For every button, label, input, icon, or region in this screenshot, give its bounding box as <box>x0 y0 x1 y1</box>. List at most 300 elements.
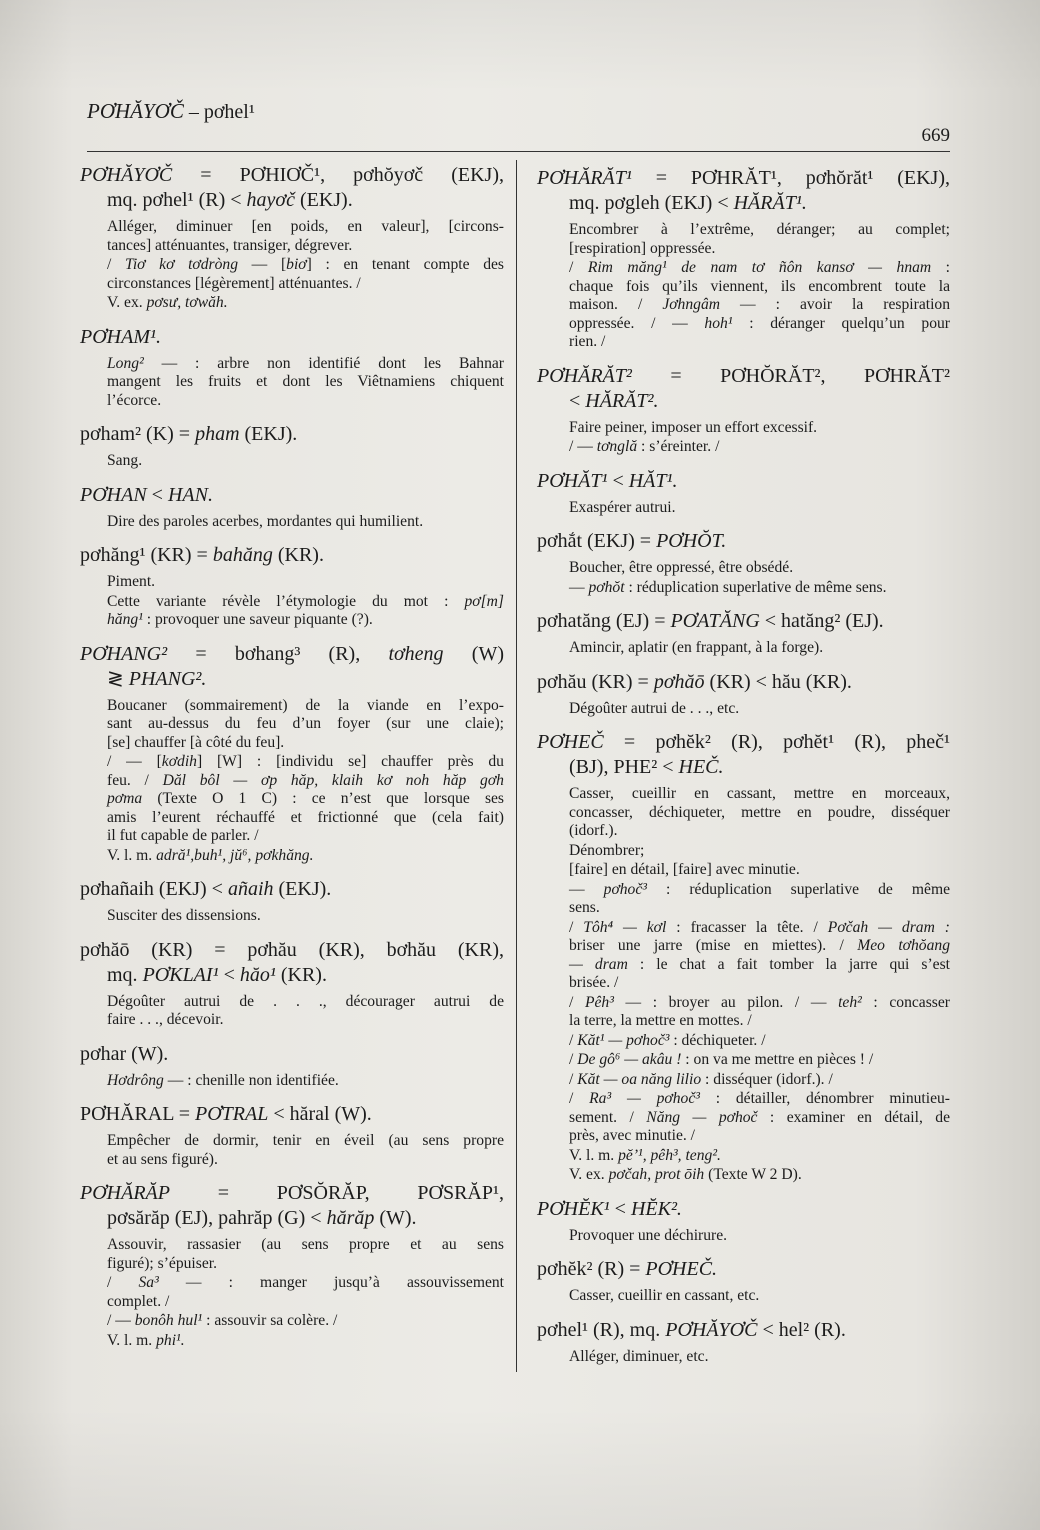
roman-text: sement. / <box>569 1108 647 1126</box>
page-number: 669 <box>921 125 950 146</box>
definition-line <box>80 294 504 313</box>
roman-text: : détailler, dénombrer minutieu- <box>699 1090 950 1107</box>
dictionary-entry <box>537 1257 950 1306</box>
roman-text: pơham² (K) = <box>80 423 196 445</box>
headword-line <box>537 1197 950 1222</box>
headword-line <box>537 730 950 755</box>
roman-text: = bơhang³ (R), <box>167 642 389 665</box>
italic-text: Ra³ — pơhoč³ <box>589 1090 700 1107</box>
italic-text: HĂRĂT¹. <box>733 192 807 214</box>
definition-paragraph <box>80 1236 504 1273</box>
headword <box>80 483 504 508</box>
italic-text: PƠHĂYƠČ <box>80 164 173 186</box>
definition-line <box>537 639 950 658</box>
definition-paragraph <box>80 452 504 471</box>
dictionary-entry <box>537 469 950 518</box>
italic-text: pơhăō <box>653 670 705 693</box>
definition-line <box>537 785 950 804</box>
roman-text: Exaspérer autrui. <box>569 498 676 516</box>
roman-text: chaque fois qu’ils viennent, ils encombrent toute la <box>569 277 950 295</box>
roman-text: < hel² (R). <box>757 1318 846 1341</box>
headword <box>537 166 950 216</box>
roman-text: : disséquer (idorf.). / <box>701 1070 833 1088</box>
definition-line <box>537 1127 950 1146</box>
headword <box>537 730 950 780</box>
definition-paragraph <box>537 221 950 258</box>
italic-text: Năng — pơhoč <box>646 1108 758 1126</box>
roman-text: (Texte W 2 D). <box>704 1166 802 1183</box>
roman-text: / <box>569 1051 578 1068</box>
definition-line <box>80 611 504 630</box>
definition-paragraph <box>537 1166 950 1185</box>
italic-text: PƠATĂNG <box>670 610 760 632</box>
roman-text: / <box>569 1031 578 1049</box>
italic-text: pơhŏt <box>588 578 625 596</box>
roman-text: / <box>569 1090 590 1107</box>
definition-line <box>80 790 504 809</box>
definition-line <box>537 296 950 315</box>
roman-text: pơhañaih (EKJ) < <box>80 878 228 900</box>
italic-text: tơnglă <box>596 438 638 455</box>
roman-text: : examiner en détail, de <box>757 1108 951 1126</box>
headword <box>80 422 504 447</box>
definition-line <box>80 734 504 753</box>
roman-text: la terre, la mettre en mottes. / <box>569 1012 752 1029</box>
italic-text: PƠKLAI¹ <box>142 963 219 986</box>
headword <box>537 670 950 695</box>
headword <box>537 529 950 554</box>
definition-line <box>80 275 504 294</box>
italic-text: hăng¹ <box>107 611 143 628</box>
definition <box>80 573 504 630</box>
dictionary-entry <box>80 938 504 1030</box>
definition-line <box>80 1236 504 1255</box>
definition <box>80 1072 504 1091</box>
roman-text: mq. pơhel¹ (R) < <box>107 189 247 211</box>
dictionary-entry <box>80 422 504 471</box>
roman-text: briser une jarre (mise en miettes). / <box>569 937 858 954</box>
roman-text: / <box>569 918 584 936</box>
right-column <box>537 166 950 1366</box>
definition-line <box>537 315 950 334</box>
roman-text: [faire] en détail, [faire] avec minutie. <box>569 861 800 878</box>
definition-line <box>537 221 950 240</box>
roman-text: oppressée. / — <box>569 314 705 332</box>
roman-text: pơsărăp (EJ), pahrăp (G) < <box>107 1207 327 1229</box>
roman-text: brisée. / <box>569 974 619 991</box>
definition-line <box>80 827 504 846</box>
italic-text: Sa³ <box>138 1274 159 1291</box>
definition <box>537 499 950 518</box>
definition-paragraph <box>537 1090 950 1146</box>
definition-line <box>537 1032 950 1051</box>
headword-line <box>80 1206 504 1231</box>
italic-text: pơčah, prot ōih <box>608 1166 705 1183</box>
roman-text: Alléger, diminuer, etc. <box>569 1347 709 1365</box>
roman-text: complet. / <box>107 1292 170 1310</box>
roman-text: < hatăng² (EJ). <box>759 610 884 632</box>
roman-text: (BJ), PHE² < <box>569 756 679 778</box>
definition-paragraph <box>80 355 504 411</box>
roman-text: : réduplication superlative de même sens. <box>624 578 887 596</box>
definition-paragraph <box>537 438 950 457</box>
definition-line <box>537 438 950 457</box>
definition-line <box>537 822 950 841</box>
roman-text: : déchiqueter. / <box>669 1031 766 1049</box>
definition-paragraph <box>537 881 950 918</box>
running-head-headword: PƠHĂYƠČ <box>87 99 184 123</box>
roman-text: sant au-dessus du feu d’un foyer (sur une claie); <box>107 715 504 732</box>
roman-text: pơhĕk² (R) = <box>537 1258 646 1280</box>
italic-text: PHANG². <box>128 667 207 690</box>
definition-line <box>537 240 950 259</box>
definition <box>537 559 950 597</box>
definition-line <box>537 804 950 823</box>
roman-text: (KR) < hău (KR). <box>704 670 852 693</box>
roman-text: ≷ <box>107 667 129 690</box>
italic-text: pơ[m] <box>464 592 504 610</box>
roman-text: amis l’eurent réchauffé et frictionné que (cela fait) <box>107 808 504 826</box>
roman-text: (EKJ). <box>273 878 332 900</box>
italic-text: — dram <box>569 955 628 973</box>
roman-text: pơhatăng (EJ) = <box>537 610 671 632</box>
definition-line <box>537 1348 950 1367</box>
dictionary-entry <box>537 364 950 457</box>
headword-line <box>80 1181 504 1206</box>
roman-text: rien. / <box>569 333 606 350</box>
roman-text: = PƠSŎRĂP, PƠSRĂP¹, <box>169 1182 504 1204</box>
definition-line <box>537 559 950 578</box>
definition-paragraph <box>80 993 504 1030</box>
italic-text: Hơdrông <box>107 1071 164 1089</box>
italic-text: PƠHĂT¹ <box>537 469 608 492</box>
italic-text: PƠHEČ. <box>645 1258 718 1280</box>
definition-paragraph <box>80 593 504 630</box>
roman-text: Alléger, diminuer [en poids, en valeur], [circons- <box>107 218 504 235</box>
roman-text: (EKJ). <box>239 423 298 445</box>
headword <box>80 543 504 568</box>
italic-text: pham <box>195 423 240 445</box>
italic-text: hoh¹ <box>704 314 733 332</box>
header-rule <box>87 151 950 152</box>
roman-text: < <box>607 469 629 492</box>
roman-text: < <box>609 1197 631 1220</box>
roman-text: : <box>931 259 951 276</box>
definition-paragraph <box>537 1051 950 1070</box>
roman-text: tances] atténuantes, transiger, dégrever. <box>107 236 353 254</box>
headword-line <box>537 191 950 216</box>
headword-line <box>80 877 504 902</box>
definition-line <box>537 1109 950 1128</box>
definition-paragraph <box>80 218 504 255</box>
roman-text: V. l. m. <box>569 1146 619 1164</box>
roman-text: maison. / <box>569 296 663 313</box>
roman-text: / — <box>107 1312 135 1329</box>
roman-text: il fut capable de parler. / <box>107 827 259 844</box>
roman-text: / <box>569 993 585 1011</box>
roman-text: près, avec minutie. / <box>569 1127 696 1144</box>
roman-text: PƠHĂRAL = <box>80 1103 195 1125</box>
italic-text: hărăp <box>326 1207 375 1229</box>
definition-paragraph <box>537 861 950 880</box>
roman-text: / <box>107 256 126 273</box>
roman-text: ] [W] : [individu se] chauffer près du <box>196 753 504 770</box>
definition-paragraph <box>80 1274 504 1311</box>
definition-line <box>80 1255 504 1274</box>
roman-text: ] : en tenant compte des <box>306 256 504 273</box>
roman-text: — <box>569 880 604 898</box>
roman-text: : déranger quelqu’un pour <box>732 314 950 332</box>
italic-text: pơhoč³ <box>603 880 647 898</box>
roman-text: (KR). <box>275 963 327 986</box>
roman-text: Encombrer à l’extrême, déranger; au complet; <box>569 221 950 238</box>
italic-text: PƠHAN <box>80 483 147 506</box>
roman-text: : provoquer une saveur piquante (?). <box>142 611 373 628</box>
definition-paragraph <box>537 700 950 719</box>
italic-text: tơheng <box>388 642 444 665</box>
definition-paragraph <box>537 579 950 598</box>
roman-text: / <box>569 1070 578 1088</box>
dictionary-entry <box>80 543 504 630</box>
running-head-last-entry: pơhel¹ <box>203 101 255 123</box>
headword <box>80 163 504 213</box>
roman-text: mq. pơgleh (EKJ) < <box>569 192 734 214</box>
roman-text: — [ <box>238 256 287 273</box>
roman-text: : concasser <box>861 993 950 1011</box>
definition-paragraph <box>80 256 504 293</box>
dictionary-entry <box>80 642 504 866</box>
headword <box>80 938 504 988</box>
definition-paragraph <box>80 907 504 926</box>
italic-text: PƠHĂRĂT² <box>537 364 632 387</box>
roman-text: l’écorce. <box>107 391 162 409</box>
definition-line <box>80 697 504 716</box>
definition-line <box>537 842 950 861</box>
roman-text: : réduplication superlative de même <box>646 880 950 898</box>
roman-text: [se] chauffer [à côté du feu]. <box>107 733 285 751</box>
definition-paragraph <box>80 1132 504 1169</box>
headword-line <box>80 543 504 568</box>
headword <box>537 364 950 414</box>
headword-line <box>537 1318 950 1343</box>
roman-text: : le chat a fait tomber la jarre qui s’est <box>627 955 951 973</box>
italic-text: Jơhngâm <box>662 296 721 313</box>
italic-text: Pêh³ <box>584 993 614 1011</box>
running-head-separator: – <box>183 101 204 123</box>
roman-text: (W) <box>443 642 504 665</box>
roman-text: et au sens figuré). <box>107 1150 218 1168</box>
headword-line <box>537 609 950 634</box>
headword-line <box>80 1042 504 1067</box>
headword-line <box>80 1102 504 1127</box>
italic-text: añaih <box>227 878 274 900</box>
roman-text: / <box>569 259 588 276</box>
headword <box>80 325 504 350</box>
dictionary-entry <box>80 1042 504 1091</box>
headword <box>80 1042 504 1067</box>
definition-line <box>80 256 504 275</box>
roman-text: (idorf.). <box>569 822 618 839</box>
dictionary-entry <box>80 877 504 926</box>
roman-text: Dire des paroles acerbes, mordantes qui humilient. <box>107 512 424 530</box>
definition-line <box>80 373 504 392</box>
italic-text: bonôh hul¹ <box>134 1312 203 1329</box>
definition-line <box>80 1132 504 1151</box>
definition-paragraph <box>537 842 950 861</box>
italic-text: Kăt — oa năng lilio <box>577 1070 702 1088</box>
roman-text: Assouvir, rassasier (au sens propre et au sens <box>107 1236 504 1253</box>
italic-text: hayơč <box>246 189 295 211</box>
definition-paragraph <box>80 1312 504 1331</box>
roman-text: = PƠHŎRĂT², PƠHRĂT² <box>631 364 950 387</box>
definition <box>537 1227 950 1246</box>
italic-text: pĕ’¹, pêh³, teng². <box>618 1146 721 1164</box>
definition <box>537 419 950 457</box>
definition-paragraph <box>80 697 504 753</box>
definition <box>537 1348 950 1367</box>
definition-paragraph <box>537 919 950 993</box>
definition-paragraph <box>537 259 950 352</box>
roman-text: Susciter des dissensions. <box>107 907 261 924</box>
headword-line <box>537 670 950 695</box>
definition-line <box>537 1166 950 1185</box>
definition-line <box>537 974 950 993</box>
dictionary-entry <box>537 529 950 597</box>
definition-line <box>80 452 504 471</box>
definition-line <box>537 937 950 956</box>
definition-line <box>537 956 950 975</box>
italic-text: HĔK². <box>630 1197 682 1220</box>
definition-paragraph <box>80 513 504 532</box>
roman-text: Dénombrer; <box>569 841 645 859</box>
headword-line <box>537 389 950 414</box>
headword <box>537 1197 950 1222</box>
dictionary-entry <box>537 670 950 719</box>
left-column <box>80 163 504 1350</box>
dictionary-entry <box>537 609 950 658</box>
italic-text: PƠHAM¹. <box>80 325 161 348</box>
definition-line <box>80 847 504 866</box>
roman-text: V. ex. <box>569 1166 609 1183</box>
definition-line <box>80 513 504 532</box>
definition-paragraph <box>537 419 950 438</box>
definition-line <box>537 419 950 438</box>
dictionary-entry <box>80 325 504 411</box>
roman-text: = PƠHRĂT¹, pơhŏrăt¹ (EKJ), <box>631 167 950 189</box>
headword <box>80 1102 504 1127</box>
italic-text: PƠHŎT. <box>656 530 727 552</box>
roman-text: pơhar (W). <box>80 1042 169 1065</box>
definition-line <box>80 809 504 828</box>
definition <box>537 785 950 1185</box>
definition-line <box>80 593 504 612</box>
definition-paragraph <box>537 559 950 578</box>
roman-text: — : manger jusqu’à assouvissement <box>158 1274 504 1291</box>
roman-text: V. ex. <box>107 294 147 311</box>
italic-text: Meo tơhŏang <box>857 937 950 954</box>
roman-text: [respiration] oppressée. <box>569 239 716 257</box>
definition <box>80 218 504 313</box>
italic-text: PƠHEČ <box>537 731 604 753</box>
definition-paragraph <box>537 994 950 1031</box>
definition-line <box>80 1151 504 1170</box>
definition-paragraph <box>80 1072 504 1091</box>
roman-text: (KR). <box>272 544 324 566</box>
roman-text: < <box>569 389 586 412</box>
headword-line <box>80 325 504 350</box>
italic-text: De gô⁶ — akâu ! <box>577 1051 682 1068</box>
definition-line <box>80 907 504 926</box>
headword-line <box>537 469 950 494</box>
running-head <box>87 98 255 125</box>
definition-line <box>80 355 504 374</box>
definition-line <box>537 499 950 518</box>
definition-paragraph <box>80 753 504 846</box>
headword-line <box>80 963 504 988</box>
italic-text: Dăl bôl — ơp hăp, klaih kơ noh hăp gơh <box>162 771 504 789</box>
definition-line <box>537 994 950 1013</box>
definition-line <box>537 1071 950 1090</box>
definition-paragraph <box>537 639 950 658</box>
definition-line <box>537 700 950 719</box>
dictionary-entry <box>80 1181 504 1350</box>
headword <box>537 469 950 494</box>
italic-text: Pơčah — dram : <box>827 918 951 936</box>
roman-text: : s’éreinter. / <box>637 438 720 455</box>
italic-text: PƠHĂRĂT¹ <box>537 167 632 189</box>
definition-paragraph <box>80 847 504 866</box>
roman-text: pơhel¹ (R), mq. <box>537 1318 666 1341</box>
definition-line <box>537 899 950 918</box>
definition <box>80 697 504 866</box>
definition-paragraph <box>537 1147 950 1166</box>
roman-text: = pơhĕk² (R), pơhĕt¹ (R), pheč¹ <box>603 731 950 753</box>
roman-text: Dégoûter autrui de . . ., décourager autrui de <box>107 992 504 1010</box>
definition-line <box>80 993 504 1012</box>
headword-line <box>80 188 504 213</box>
definition-line <box>80 218 504 237</box>
dictionary-entry <box>80 163 504 313</box>
headword-line <box>80 667 504 692</box>
definition <box>80 452 504 471</box>
roman-text: — <box>569 578 589 596</box>
definition <box>537 639 950 658</box>
headword <box>80 1181 504 1231</box>
roman-text: feu. / <box>107 771 163 789</box>
roman-text: = PƠHIƠČ¹, pơhŏyơč (EKJ), <box>172 164 504 186</box>
roman-text: / <box>107 1274 139 1291</box>
headword-line <box>80 642 504 667</box>
roman-text: Boucaner (sommairement) de la viande en l’expo- <box>107 696 504 714</box>
headword <box>80 642 504 692</box>
headword-line <box>80 422 504 447</box>
definition-line <box>537 1051 950 1070</box>
roman-text: (Texte O 1 C) : ce n’est que lorsque ses <box>142 790 504 807</box>
italic-text: biơ <box>286 256 307 273</box>
definition-paragraph <box>537 499 950 518</box>
roman-text: Sang. <box>107 452 143 469</box>
definition-line <box>80 392 504 411</box>
italic-text: PƠHĂYƠČ <box>665 1318 758 1341</box>
italic-text: PƠHĂRĂP <box>80 1182 170 1204</box>
roman-text: : assouvir sa colère. / <box>202 1312 338 1329</box>
definition-line <box>80 1072 504 1091</box>
roman-text: mangent les fruits et dont les Viêtnamiens chiquent <box>107 373 504 390</box>
definition-line <box>537 333 950 352</box>
italic-text: Long² <box>107 354 144 372</box>
headword <box>537 1257 950 1282</box>
roman-text: Provoquer une déchirure. <box>569 1226 728 1244</box>
